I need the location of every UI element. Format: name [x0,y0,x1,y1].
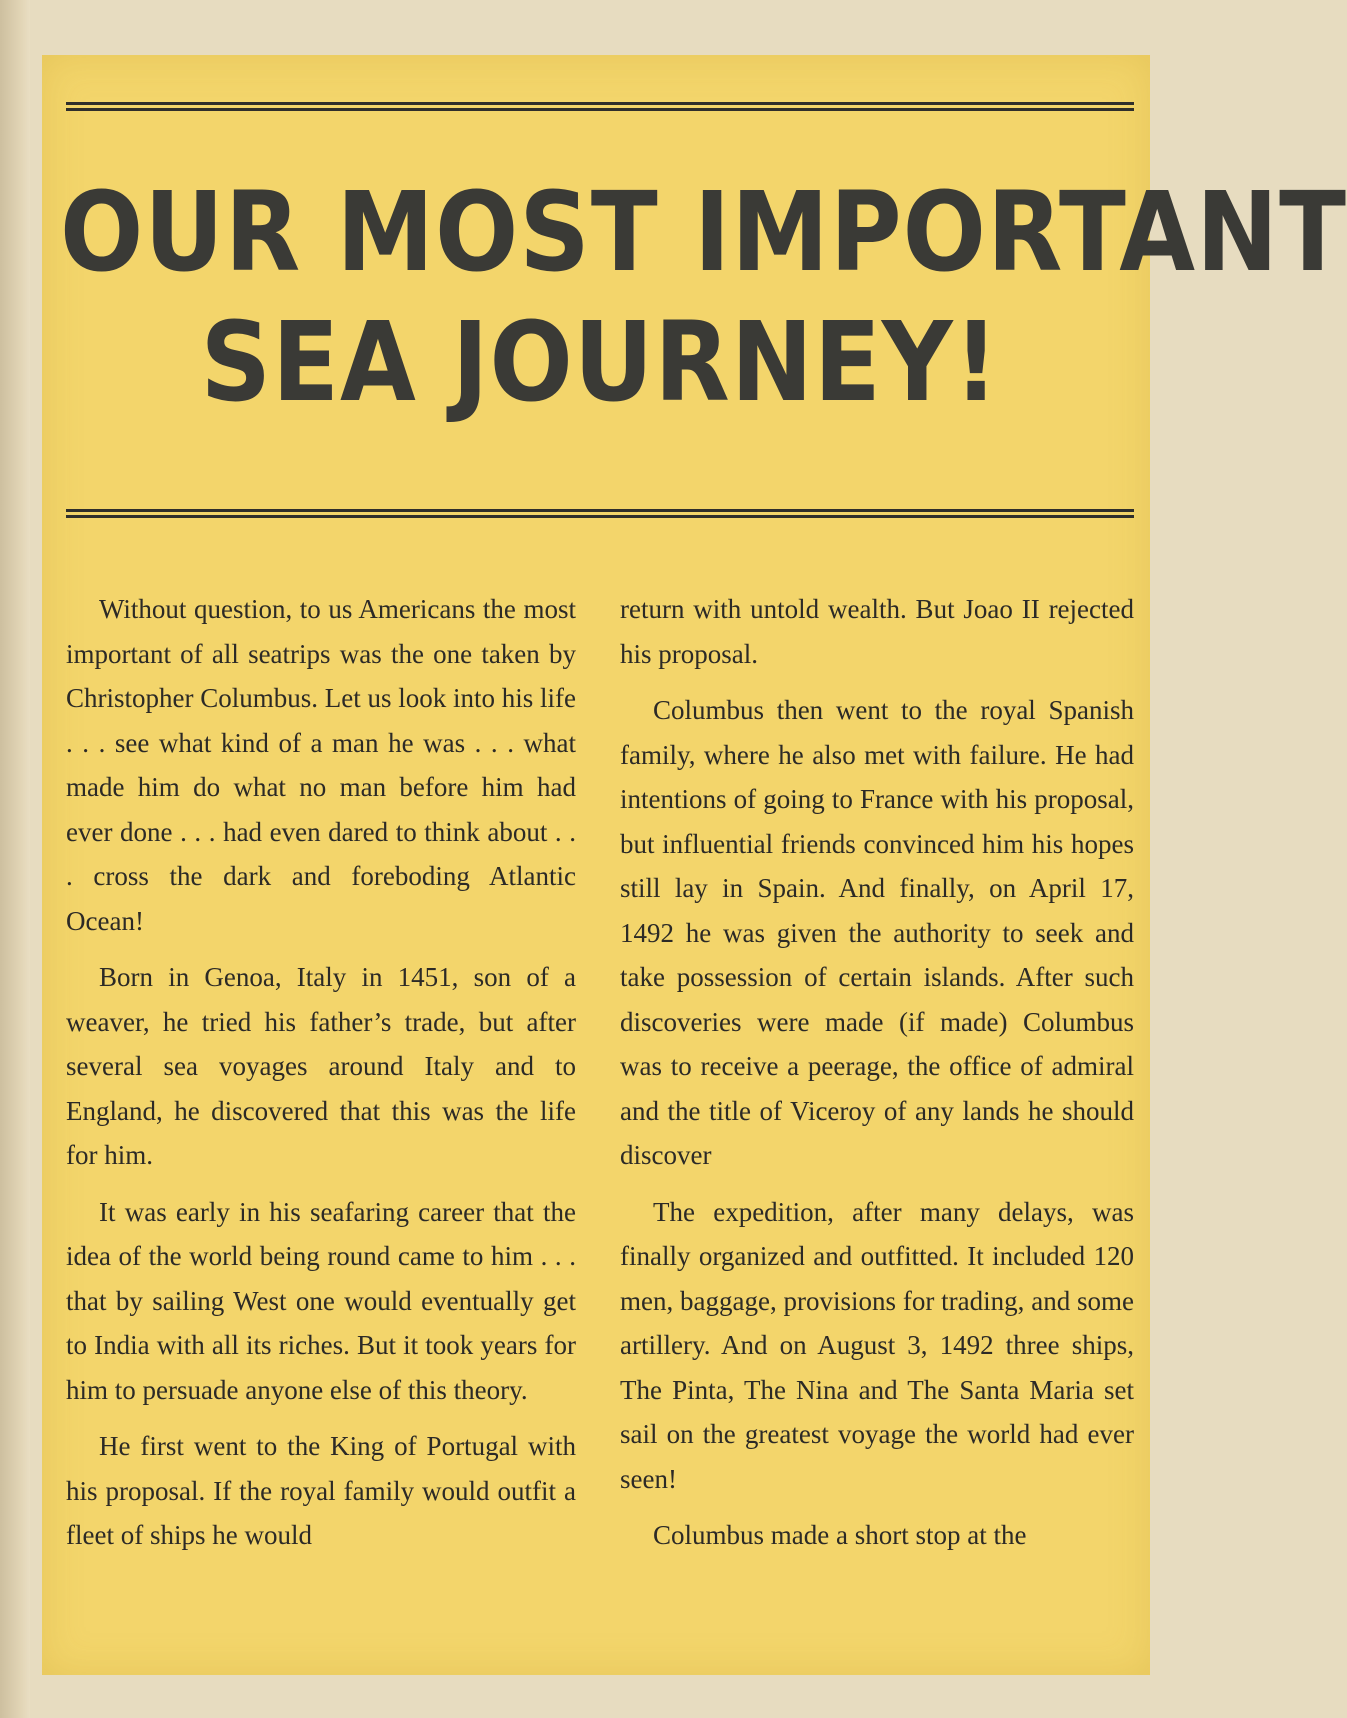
headline-line-2: SEA JOURNEY! [200,299,1000,427]
bottom-double-rule [66,509,1134,518]
headline-line-1: OUR MOST IMPORTANT [60,169,1347,297]
paragraph-spain: Columbus then went to the royal Spanish family, where he also met with failure. He had intentions of going to France with his proposal, but influential friends convinced him his hopes still lay in Spain. And finally, on April 17, 1492 he was given the authority to seek and take possession of certain islands. After such discoveries were made (if made) Columbus was to receive a peerage, the office of admiral and the title of Viceroy of any lands he should discover [620,695,1134,1170]
top-double-rule [66,102,1134,111]
page-gutter [0,0,30,1718]
paragraph-portugal: He first went to the King of Portugal with his proposal. If the royal family would outfit a fleet of ships he would [66,1431,576,1550]
right-column [620,587,1134,1570]
paragraph-continuation: return with untold wealth. But Joao II rejected his proposal. [620,594,1134,669]
left-column [66,587,576,1570]
paragraph-expedition: The expedition, after many delays, was finally organized and outfitted. It included 120 men, baggage, provisions for trading, and some artillery. And on August 3, 1492 three ships, The Pinta, The Nina and The Santa Maria set sail on the greatest voyage the world had ever seen! [620,1196,1134,1494]
paragraph-short-stop: Columbus made a short stop at the [653,1520,1027,1550]
paragraph-intro: Without question, to us Americans the most important of all seatrips was the one taken by Christopher Columbus. Let us look into his life . . . see what kind of a man he was . . . what made him do what no man before him had ever done . . . had even dared to think about . . . cross the dark and foreboding Atlantic Ocean! [66,594,576,936]
paragraph-idea: It was early in his seafaring career that the idea of the world being round came to him . . . that by sailing West one would eventually get to India with all its riches. But it took years for him to persuade anyone else of this theory. [66,1196,576,1405]
article-headline [60,168,1347,428]
paragraph-born: Born in Genoa, Italy in 1451, son of a weaver, he tried his father’s trade, but after several sea voyages around Italy and to England, he discovered that this was the life for him. [66,962,576,1170]
